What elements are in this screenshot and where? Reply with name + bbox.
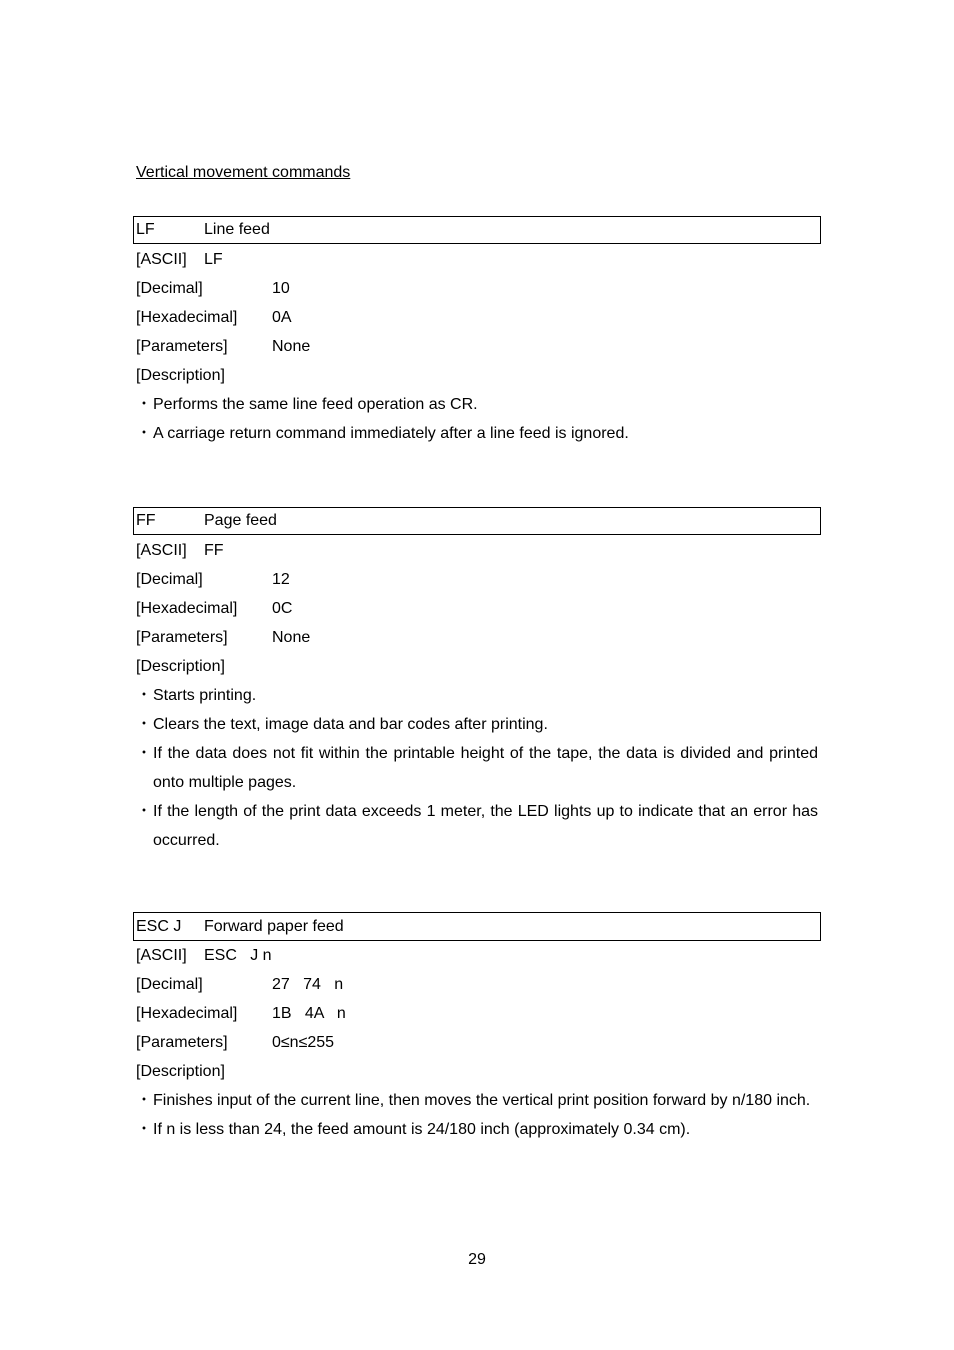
decimal-row [133, 274, 821, 303]
params-label: [Parameters] [136, 1034, 228, 1051]
params-label: [Parameters] [136, 338, 228, 355]
hex-label: [Hexadecimal] [136, 1005, 238, 1022]
hex-value: 0C [272, 600, 293, 617]
bullet-mark: ・ [136, 716, 153, 733]
hex-value: 0A [272, 309, 292, 326]
params-row [133, 623, 821, 652]
bullet-text: If n is less than 24, the feed amount is 24/180 inch (approximately 0.34 cm). [153, 1121, 691, 1138]
decimal-row [133, 970, 821, 999]
command-name: Forward paper feed [204, 917, 344, 935]
bullet-mark: ・ [136, 745, 153, 762]
command-name: Line feed [204, 221, 270, 238]
page-number: 29 [468, 1251, 486, 1268]
bullet-text: If the data does not fit within the printable height of the tape, the data is divided and printed onto multiple pages. [153, 745, 818, 791]
command-name: Page feed [204, 512, 277, 529]
decimal-value: 12 [272, 571, 290, 588]
decimal-label: [Decimal] [136, 571, 203, 588]
command-lf [133, 216, 821, 448]
bullet-text: Clears the text, image data and bar codes after printing. [153, 716, 548, 733]
decimal-value: 10 [272, 280, 290, 297]
decimal-row [133, 565, 821, 594]
bullet-mark: ・ [136, 1092, 153, 1109]
command-header [133, 912, 821, 941]
params-value: None [272, 338, 311, 355]
command-code: ESC J [136, 917, 182, 935]
bullet-mark: ・ [136, 425, 153, 442]
ascii-row [133, 941, 821, 970]
bullet-mark: ・ [136, 1121, 153, 1138]
ascii-label: [ASCII] [136, 542, 187, 559]
description-bullet [133, 419, 821, 448]
bullet-mark: ・ [136, 687, 153, 704]
hex-row [133, 303, 821, 332]
description-bullet [133, 1115, 821, 1144]
command-esc-j [133, 912, 821, 1144]
description-row [133, 652, 821, 681]
ascii-value: LF [204, 251, 223, 268]
description-label: [Description] [136, 1063, 225, 1080]
description-bullet [133, 797, 821, 855]
description-label: [Description] [136, 658, 225, 675]
params-label: [Parameters] [136, 629, 228, 646]
command-code: FF [136, 512, 156, 529]
command-header [133, 216, 821, 244]
decimal-label: [Decimal] [136, 976, 203, 993]
description-label: [Description] [136, 367, 225, 384]
params-row [133, 1028, 821, 1057]
section-title: Vertical movement commands [136, 164, 351, 181]
decimal-label: [Decimal] [136, 280, 203, 297]
hex-row [133, 594, 821, 623]
description-bullet [133, 710, 821, 739]
description-row [133, 1057, 821, 1086]
decimal-value: 27 74 n [272, 976, 344, 993]
bullet-text: Starts printing. [153, 687, 257, 704]
hex-row [133, 999, 821, 1028]
hex-label: [Hexadecimal] [136, 309, 238, 326]
description-row [133, 361, 821, 390]
ascii-row [133, 245, 821, 274]
params-value: 0≤n≤255 [272, 1034, 335, 1051]
hex-label: [Hexadecimal] [136, 600, 238, 617]
ascii-value: ESC J n [204, 947, 272, 964]
bullet-mark: ・ [136, 396, 153, 413]
ascii-row [133, 536, 821, 565]
description-bullet [133, 1086, 821, 1115]
ascii-label: [ASCII] [136, 947, 187, 964]
params-row [133, 332, 821, 361]
bullet-text: If the length of the print data exceeds 1 meter, the LED lights up to indicate that an error has occurred. [153, 803, 818, 849]
command-code: LF [136, 221, 155, 238]
description-bullet [133, 681, 821, 710]
description-bullet [133, 739, 821, 797]
command-header [133, 507, 821, 535]
bullet-text: A carriage return command immediately after a line feed is ignored. [153, 425, 629, 442]
params-value: None [272, 629, 311, 646]
bullet-mark: ・ [136, 803, 153, 820]
ascii-value: FF [204, 542, 224, 559]
description-bullet [133, 390, 821, 419]
bullet-text: Finishes input of the current line, then moves the vertical print position forward by n/180 inch. [153, 1092, 811, 1109]
bullet-text: Performs the same line feed operation as CR. [153, 396, 478, 413]
command-ff [133, 507, 821, 855]
hex-value: 1B 4A n [272, 1005, 346, 1022]
ascii-label: [ASCII] [136, 251, 187, 268]
